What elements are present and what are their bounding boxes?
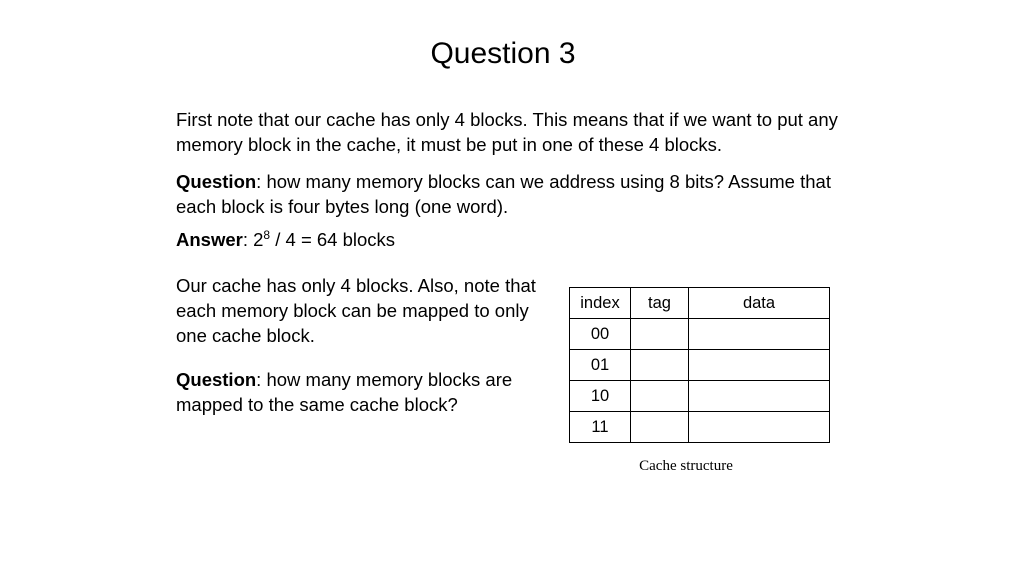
table-row [570,350,830,381]
question-1-label: Question [176,171,257,192]
cell-data [689,350,830,381]
question-2 [176,367,546,417]
question-2-text: : how many memory blocks are mapped to the same cache block? [176,369,513,415]
cell-index: 11 [570,412,631,443]
header-tag: tag [631,288,689,319]
question-1 [176,169,856,219]
header-index: index [570,288,631,319]
answer-1-rest: / 4 = 64 blocks [270,229,396,250]
table-row [570,412,830,443]
cell-data [689,319,830,350]
intro-paragraph: First note that our cache has only 4 blocks. This means that if we want to put any memory block in the cache, it must be put in one of these 4 blocks. [176,109,838,155]
table-row [570,319,830,350]
cell-index: 01 [570,350,631,381]
question-1-text: : how many memory blocks can we address using 8 bits? Assume that each block is four bytes long (one word). [176,171,831,217]
answer-1-exponent: 8 [263,228,271,242]
answer-1 [176,227,576,252]
answer-1-base: : 2 [242,229,264,250]
cell-data [689,412,830,443]
table-row [570,381,830,412]
cell-tag [631,381,689,412]
cell-tag [631,412,689,443]
slide-title: Question 3 [430,37,576,70]
table-header-row [570,288,830,319]
cell-tag [631,319,689,350]
cache-note-paragraph: Our cache has only 4 blocks. Also, note that each memory block can be mapped to only one cache block. [176,275,536,346]
question-2-label: Question [176,369,257,390]
cell-index: 10 [570,381,631,412]
answer-1-label: Answer [176,229,243,250]
cache-structure-table [569,287,830,443]
cell-index: 00 [570,319,631,350]
header-data: data [689,288,830,319]
cell-data [689,381,830,412]
cell-tag [631,350,689,381]
table-caption: Cache structure [639,458,733,474]
